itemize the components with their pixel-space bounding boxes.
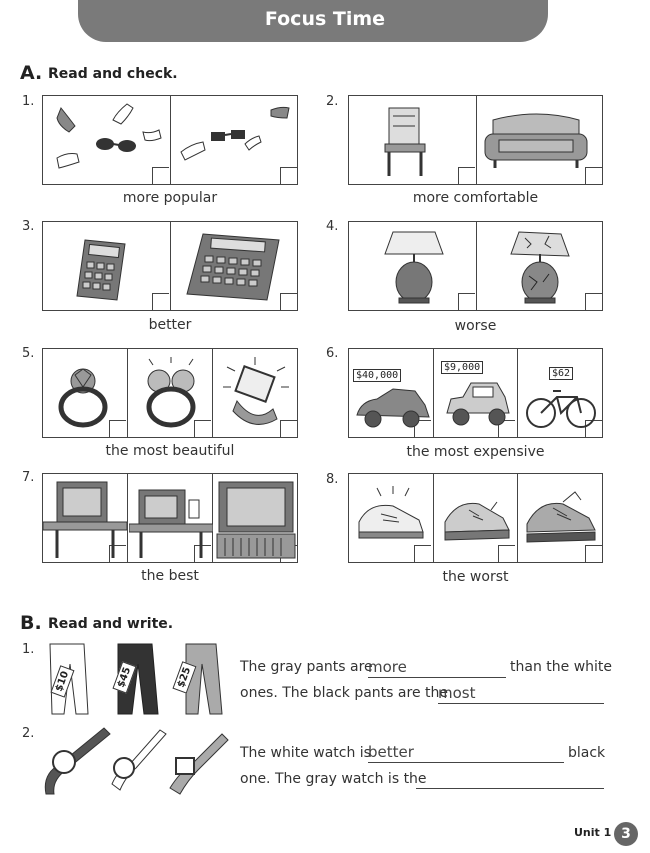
item-number: 4. (326, 219, 339, 234)
sofa-icon (481, 106, 591, 176)
item-label: the best (141, 568, 199, 584)
price-tag: $10 (50, 665, 74, 697)
price-tag: $40,000 (353, 369, 401, 382)
bicycle-icon (523, 381, 599, 431)
item-label: better (148, 317, 192, 333)
answer-field[interactable]: most (438, 683, 604, 704)
section-b-letter: B. (20, 612, 42, 634)
sentence-text: black (568, 745, 606, 761)
picture-panel-8 (348, 473, 603, 563)
ring-plain-icon (53, 361, 117, 431)
sentence-text: one. The gray watch is the (240, 771, 427, 787)
calculator-small-icon (71, 234, 141, 302)
sentence-text: The white watch is (240, 745, 371, 761)
large-tv-icon (215, 476, 297, 560)
page-number-badge: 3 (614, 822, 638, 846)
item-label: the most expensive (406, 444, 545, 460)
item-label: worse (454, 318, 497, 334)
item-number: 6. (326, 346, 339, 361)
item-number: 1. (22, 642, 35, 657)
ring-square-gem-icon (219, 355, 295, 431)
item-number: 5. (22, 346, 35, 361)
section-a-letter: A. (20, 62, 43, 84)
watches-illustration (40, 724, 230, 804)
answer-field[interactable] (416, 768, 604, 789)
small-tv-icon (43, 476, 127, 560)
unit-label: Unit 1 (574, 826, 612, 839)
hands-sunglasses-illustration (47, 100, 167, 180)
checkbox[interactable] (585, 293, 602, 310)
item-number: 8. (326, 472, 339, 487)
item-number: 2. (22, 726, 35, 741)
picture-panel-1 (42, 95, 298, 185)
section-b-title: Read and write. (48, 616, 174, 632)
price-tag: $62 (549, 367, 573, 380)
answer-field[interactable]: better (368, 742, 564, 763)
sentence-text: The gray pants are (240, 659, 373, 675)
picture-panel-5 (42, 348, 298, 438)
item-label: the most beautiful (105, 443, 235, 459)
section-a-title: Read and check. (48, 66, 178, 82)
calculator-large-icon (183, 230, 283, 304)
item-label: more comfortable (412, 190, 539, 206)
worn-sneaker-icon (439, 488, 515, 554)
picture-panel-6 (348, 348, 603, 438)
item-label: the worst (442, 569, 509, 585)
checkbox[interactable] (458, 293, 475, 310)
item-number: 2. (326, 94, 339, 109)
new-sneaker-icon (353, 484, 431, 554)
compact-car-icon (441, 377, 513, 431)
lamp-icon (379, 228, 449, 306)
medium-tv-icon (129, 476, 213, 560)
price-tag: $45 (112, 661, 136, 693)
broken-lamp-icon (505, 228, 575, 306)
checkbox[interactable] (152, 293, 169, 310)
picture-panel-2 (348, 95, 603, 185)
picture-panel-3 (42, 221, 298, 311)
picture-panel-7 (42, 473, 298, 563)
picture-panel-4 (348, 221, 603, 311)
sentence-text: than the white (510, 659, 613, 675)
item-number: 7. (22, 470, 35, 485)
answer-field[interactable]: more (368, 657, 506, 678)
sports-car-icon (353, 383, 431, 431)
hands-sunglasses-illustration (175, 100, 295, 180)
sentence-text: ones. The black pants are the (240, 685, 448, 701)
old-sneaker-icon (523, 488, 601, 554)
item-label: more popular (122, 190, 218, 206)
checkbox[interactable] (458, 167, 475, 184)
price-tag: $9,000 (441, 361, 483, 374)
item-number: 3. (22, 219, 35, 234)
item-number: 1. (22, 94, 35, 109)
chair-icon (379, 104, 439, 179)
page-title: Focus Time (264, 8, 386, 30)
ring-double-gem-icon (137, 355, 205, 431)
price-tag: $25 (172, 661, 196, 693)
